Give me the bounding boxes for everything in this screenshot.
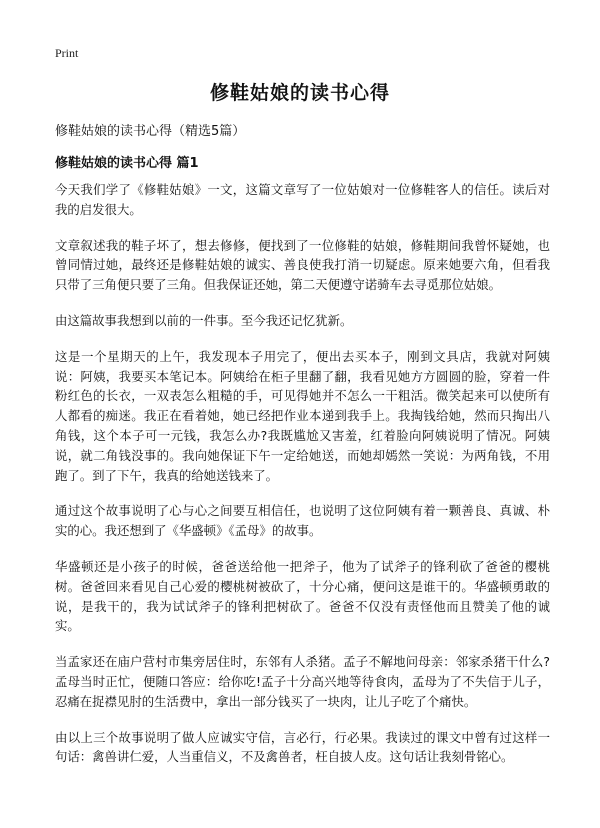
paragraph: 由这篇故事我想到以前的一件事。至今我还记忆犹新。 — [55, 312, 353, 328]
paragraph: 通过这个故事说明了心与心之间要互相信任，也说明了这位阿姨有着一颗善良、真诚、朴实的心。我还想到了《华盛顿》《孟母》的故事。 — [55, 503, 550, 539]
paragraph: 这是一个星期天的上午，我发现本子用完了，便出去买本子，刚到文具店，我就对阿姨说：阿姨，我要买本笔记本。阿姨给在柜子里翻了翻，我看见她方方圆圆的脸，穿着一件粉红色的长衣，一双表怎么粗糙的手，可见得她并不怎么一干粗活。微笑起来可以使所有人都看的痴迷。我正在看着她，她已经把作业本递到我手上。我掏钱给她，然而只掏出八角钱，这个本子可一元钱，我怎么办?我既尴尬又害羞，红着脸向阿姨说明了情况。阿姨说，就二角钱没事的。我向她保证下午一定给她送，而她却嫣然一笑说：为两角钱，不用跑了。到了下午，我真的给她送钱来了。 — [55, 348, 550, 483]
print-label: Print — [55, 46, 79, 60]
section-heading: 修鞋姑娘的读书心得 篇1 — [55, 156, 199, 171]
paragraph: 今天我们学了《修鞋姑娘》一文，这篇文章写了一位姑娘对一位修鞋客人的信任。读后对我的启发很大。 — [55, 182, 550, 217]
page-title: 修鞋姑娘的读书心得 — [209, 82, 390, 104]
paragraph: 文章叙述我的鞋子坏了，想去修修，便找到了一位修鞋的姑娘，修鞋期间我曾怀疑她，也曾同情过她，最终还是修鞋姑娘的诚实、善良使我打消一切疑虑。原来她要六角，但看我只带了三角便只要了三角。但我保证还她，第二天便遵守诺骑车去寻觅那位姑娘。 — [55, 237, 550, 293]
paragraph: 华盛顿还是小孩子的时候，爸爸送给他一把斧子，他为了试斧子的锋利砍了爸爸的樱桃树。爸爸回来看见自己心爱的樱桃树被砍了，十分心痛，便问这是谁干的。华盛顿勇敢的说，是我干的，我为试试斧子的锋利把树砍了。爸爸不仅没有责怪他而且赞美了他的诚实。 — [55, 558, 550, 634]
article-body — [55, 180, 550, 783]
paragraph: 由以上三个故事说明了做人应诚实守信，言必行，行必果。我读过的课文中曾有过这样一句话：禽兽讲仁爱，人当重信义，不及禽兽者，枉自披人皮。这句话让我刻骨铭心。 — [55, 729, 550, 765]
paragraph: 当孟家还在庙户营村市集旁居住时，东邻有人杀猪。孟子不解地问母亲：邻家杀猪干什么?孟母当时正忙，便随口答应：给你吃!孟子十分高兴地等待食肉，孟母为了不失信于儿子，忍痛在捉襟见肘的生活费中，拿出一部分钱买了一块肉，让儿子吃了个痛快。 — [55, 654, 550, 709]
document-subtitle: 修鞋姑娘的读书心得（精选5篇） — [55, 124, 246, 139]
